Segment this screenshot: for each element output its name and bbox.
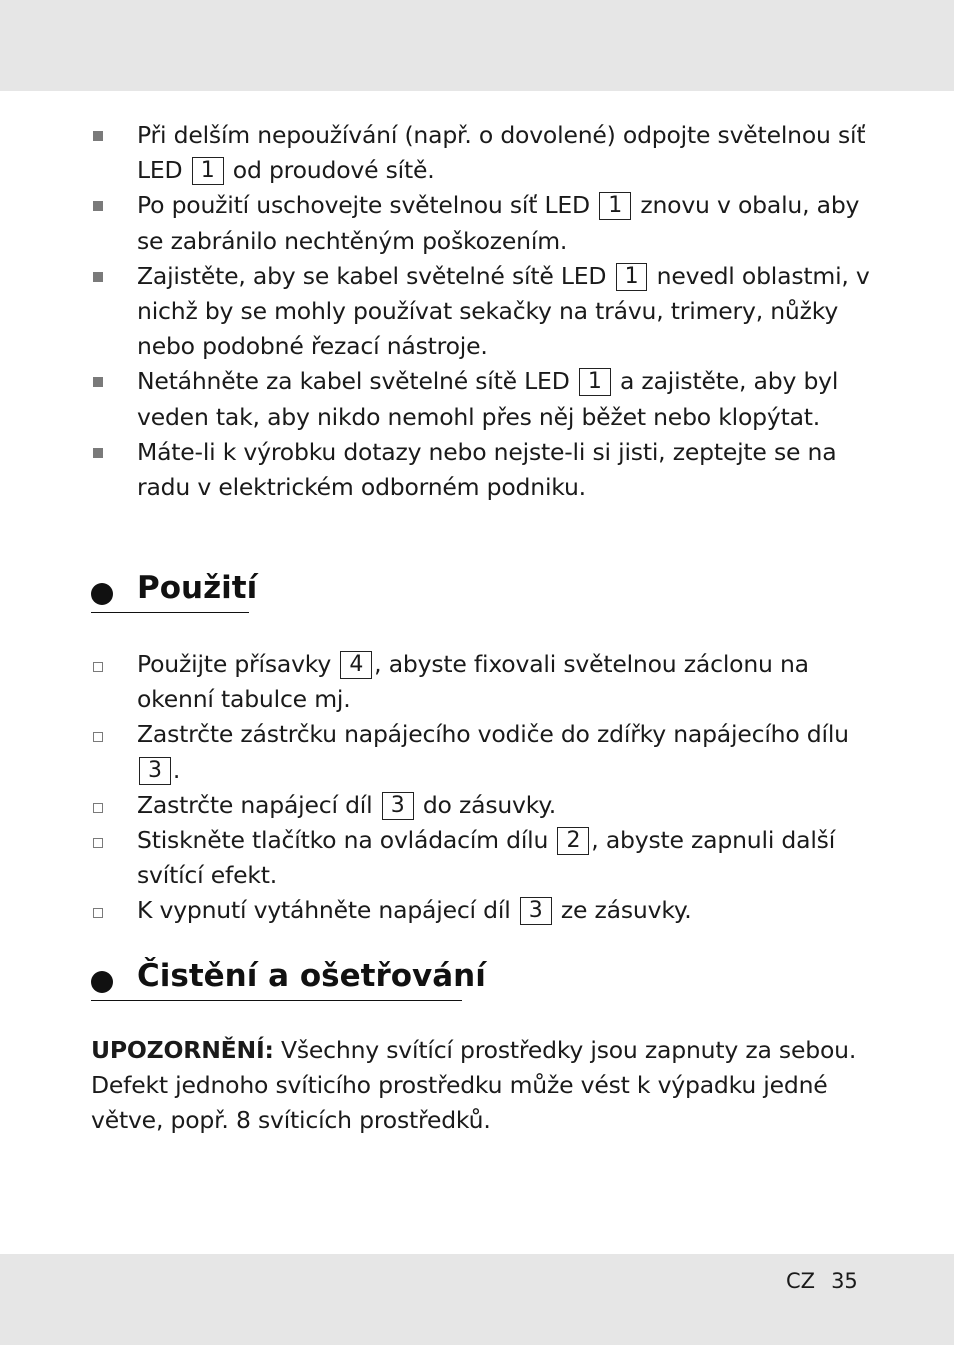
safety-list (91, 118, 871, 505)
list-item: Při delším nepoužívání (např. o dovolené) odpojte světelnou síť LED 1 od proudové sítě. (137, 121, 866, 185)
header-band (0, 0, 954, 91)
part-ref-badge: 1 (616, 263, 648, 291)
bullet-dot-icon (91, 971, 113, 993)
section-title: Čistění a ošetřování (137, 958, 486, 994)
part-ref-badge: 1 (579, 368, 611, 396)
warning-text: Všechny svítící prostředky jsou zapnuty za sebou. Defekt jednoho svíticího prostředku může vést k výpadku jedné větve, popř. 8 svíticích prostředků. (91, 1036, 857, 1135)
section-heading-use (91, 570, 261, 620)
list-item: Zajistěte, aby se kabel světelné sítě LED 1 nevedl oblastmi, v nichž by se mohly používat sekačky na trávu, trimery, nůžky nebo podobné řezací nástroje. (137, 261, 870, 361)
part-ref-badge: 1 (192, 157, 224, 185)
list-item: Máte-li k výrobku dotazy nebo nejste-li si jisti, zeptejte se na radu v elektrickém odborném podniku. (137, 437, 837, 502)
list-item: K vypnutí vytáhněte napájecí díl 3 ze zásuvky. (137, 896, 692, 925)
list-item: Po použití uschovejte světelnou síť LED 1 znovu v obalu, aby se zabránilo nechtěným poškozením. (137, 191, 860, 255)
footer-band (0, 1254, 954, 1345)
list-item: Zastrčte napájecí díl 3 do zásuvky. (137, 790, 556, 819)
list-item: Zastrčte zástrčku napájecího vodiče do zdířky napájecího dílu 3 . (137, 720, 849, 784)
part-ref-badge: 4 (340, 651, 372, 679)
page-number: 35 (831, 1269, 858, 1293)
bullet-dot-icon (91, 583, 113, 605)
part-ref-badge: 3 (520, 897, 552, 925)
warning-label: UPOZORNĚNÍ: (91, 1036, 274, 1064)
part-ref-badge: 2 (557, 827, 589, 855)
section-title: Použití (137, 570, 258, 606)
language-code: CZ (786, 1269, 816, 1293)
warning-note (91, 1033, 871, 1139)
page-footer (786, 1269, 858, 1293)
heading-underline (91, 612, 249, 613)
part-ref-badge: 1 (599, 192, 631, 220)
list-item: Stiskněte tlačítko na ovládacím dílu 2 , abyste zapnuli další svítící efekt. (137, 826, 836, 890)
use-steps-list (91, 647, 871, 929)
part-ref-badge: 3 (139, 757, 171, 785)
section-heading-cleaning (91, 958, 491, 1008)
list-item: Netáhněte za kabel světelné sítě LED 1 a zajistěte, aby byl veden tak, aby nikdo nemohl přes něj běžet nebo klopýtat. (137, 367, 839, 431)
heading-underline (91, 1000, 462, 1001)
part-ref-badge: 3 (382, 792, 414, 820)
list-item: Použijte přísavky 4 , abyste fixovali světelnou záclonu na okenní tabulce mj. (137, 650, 809, 714)
